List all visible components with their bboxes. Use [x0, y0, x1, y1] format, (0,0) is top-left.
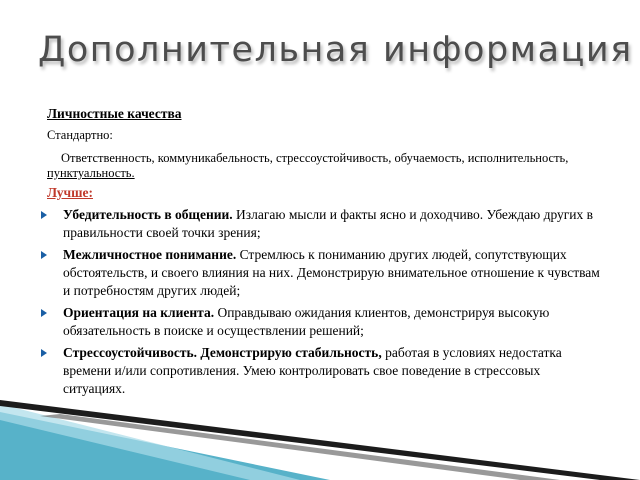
standard-text: [47, 151, 607, 181]
list-item: [41, 246, 601, 300]
quality-text: Излагаю мысли и факты ясно и доходчиво. Убеждаю других в правильности своей точки зрения;: [63, 207, 594, 240]
quality-text: работая в условиях недостатка времени и/или сопротивления. Умею контролировать свое поведение в стрессовых ситуациях.: [63, 345, 562, 396]
bullet-arrow-icon: [41, 211, 47, 219]
quality-name: Ориентация на клиента.: [63, 305, 215, 320]
bullet-arrow-icon: [41, 349, 47, 357]
quality-name: Стрессоустойчивость. Демонстрирую стабильность,: [63, 345, 382, 360]
standard-text-main: Ответственность, коммуникабельность, стрессоустойчивость, обучаемость, исполнительность,: [61, 151, 569, 165]
decorative-swoosh: [0, 400, 640, 480]
standard-label: Стандартно:: [47, 128, 113, 142]
bullet-arrow-icon: [41, 251, 47, 259]
quality-name: Убедительность в общении.: [63, 207, 233, 222]
better-label: Лучше:: [47, 185, 93, 200]
quality-text: Стремлюсь к пониманию других людей, сопутствующих обстоятельств, и своего влияния на них. Демонстрирую внимательное отношение к чувствам и потребностям других людей;: [63, 247, 600, 298]
qualities-list: [41, 206, 601, 398]
slide-content: [47, 106, 607, 402]
bullet-arrow-icon: [41, 309, 47, 317]
quality-text: Оправдываю ожидания клиентов, демонстрируя высокую обязательность в поиске и осуществлении решений;: [63, 305, 550, 338]
standard-text-tail: пунктуальность.: [47, 166, 135, 180]
section-heading: Личностные качества: [47, 106, 182, 121]
list-item: [41, 206, 601, 242]
quality-name: Межличностное понимание.: [63, 247, 237, 262]
slide-title: Дополнительная информация: [38, 30, 633, 70]
list-item: [41, 344, 601, 398]
list-item: [41, 304, 601, 340]
